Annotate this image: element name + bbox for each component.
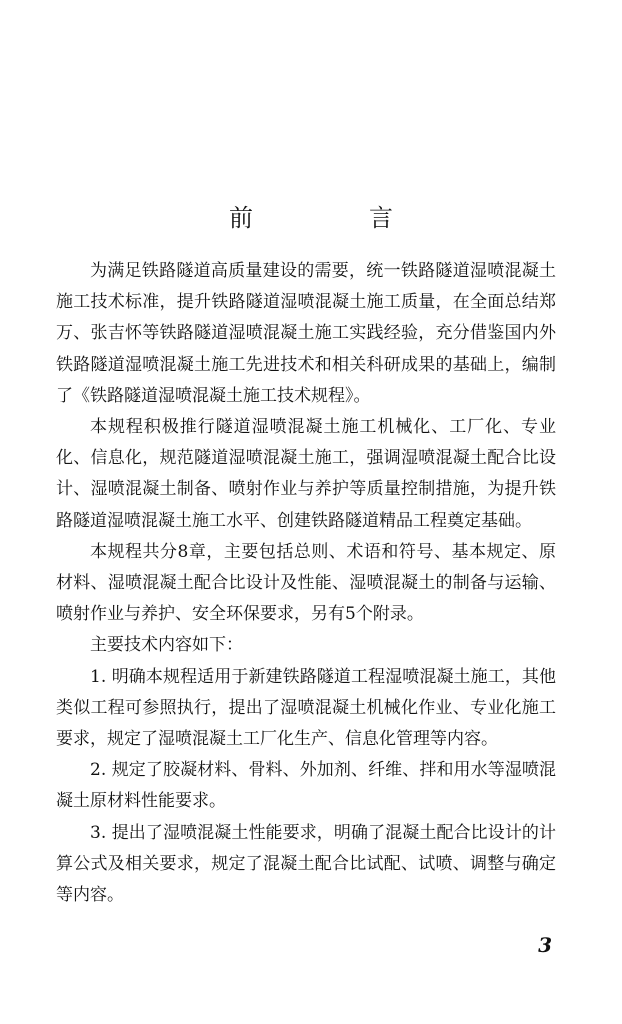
paragraph-1: 为满足铁路隧道高质量建设的需要，统一铁路隧道湿喷混凝土施工技术标准，提升铁路隧道湿喷混凝土施工质量，在全面总结郑万、张吉怀等铁路隧道湿喷混凝土施工实践经验，充分借鉴国内外铁路隧道湿喷混凝土施工先进技术和相关科研成果的基础上，编制了《铁路隧道湿喷混凝土施工技术规程》。 xyxy=(56,261,556,406)
paragraph-7: 3. 提出了湿喷混凝土性能要求，明确了混凝土配合比设计的计算公式及相关要求，规定了混凝土配合比试配、试喷、调整与确定等内容。 xyxy=(56,822,556,906)
paragraph-6: 2. 规定了胶凝材料、骨料、外加剂、纤维、拌和用水等湿喷混凝土原材料性能要求。 xyxy=(56,760,556,812)
paragraph-2: 本规程积极推行隧道湿喷混凝土施工机械化、工厂化、专业化、信息化，规范隧道湿喷混凝土施工，强调湿喷混凝土配合比设计、湿喷混凝土制备、喷射作业与养护等质量控制措施，为提升铁路隧道湿喷混凝土施工水平、创建铁路隧道精品工程奠定基础。 xyxy=(56,417,556,531)
paragraph-4: 主要技术内容如下： xyxy=(90,635,243,656)
page-number: 3 xyxy=(538,933,552,957)
paragraph-3: 本规程共分8章，主要包括总则、术语和符号、基本规定、原材料、湿喷混凝土配合比设计及性能、湿喷混凝土的制备与运输、喷射作业与养护、安全环保要求，另有5个附录。 xyxy=(56,541,556,625)
page-title: 前 言 xyxy=(229,204,439,232)
preface-body xyxy=(56,256,556,911)
paragraph-5: 1. 明确本规程适用于新建铁路隧道工程湿喷混凝土施工，其他类似工程可参照执行，提出了湿喷混凝土机械化作业、专业化施工要求，规定了湿喷混凝土工厂化生产、信息化管理等内容。 xyxy=(56,666,556,750)
